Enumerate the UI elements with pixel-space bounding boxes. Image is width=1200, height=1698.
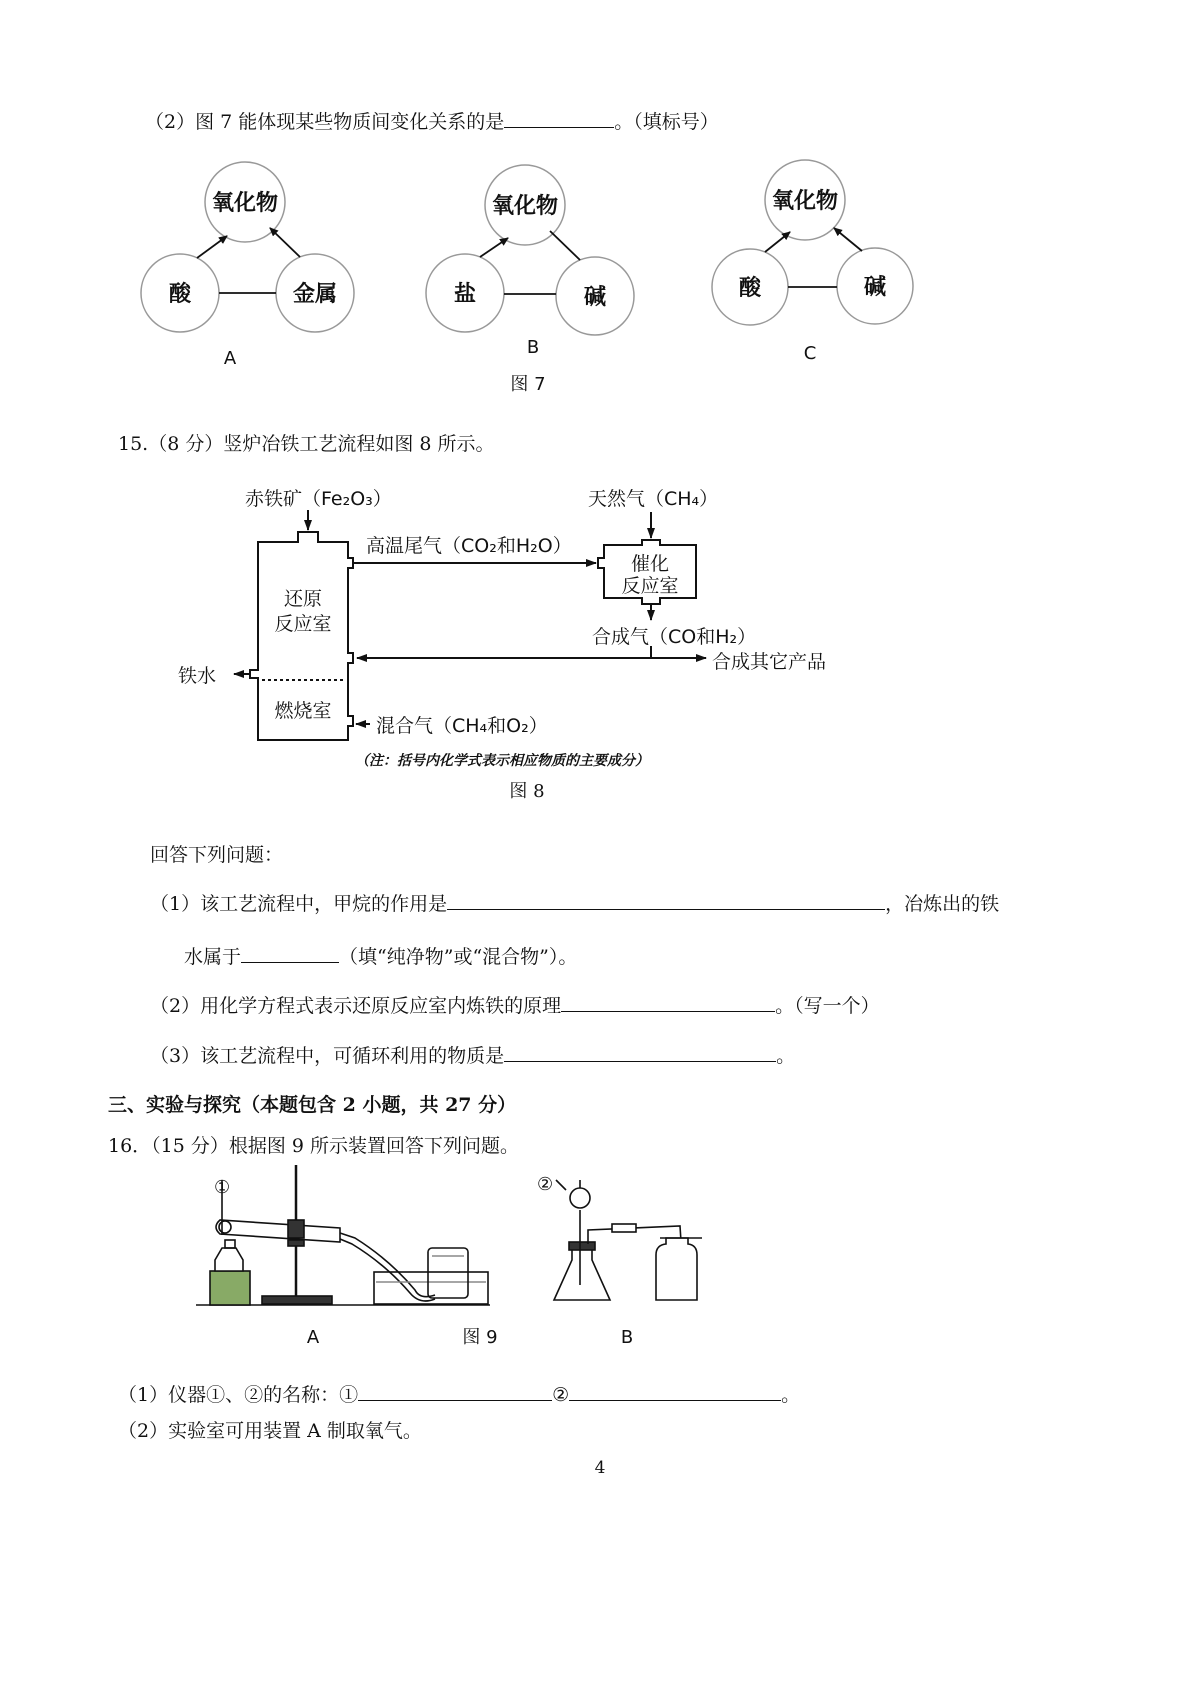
apparatus-b-label: B [620,1327,634,1348]
diagram-c-left: 酸 [738,276,762,301]
stand-base [262,1296,332,1304]
answer-blank-2[interactable] [569,1380,781,1401]
q15-part1-text: （1）该工艺流程中，甲烷的作用是 [150,893,448,915]
separatory-funnel [570,1188,590,1208]
q15-part2-tail: 。（写一个） [775,995,880,1017]
diagram-a-top: 氧化物 [211,191,279,216]
diagram-a-label: A [223,348,237,369]
tube-end [219,1221,231,1233]
q15-part3-tail: 。 [776,1045,796,1067]
answer-blank[interactable] [504,1041,776,1062]
diagram-c-arrow-right [834,228,862,251]
test-tube [216,1220,340,1242]
instrument-2-mark: ② [537,1174,554,1195]
ore-label: 赤铁矿（Fe₂O₃） [245,488,392,510]
clamp [288,1220,304,1238]
answer-blank[interactable] [447,889,885,910]
q16-part2: （2）实验室可用装置 A 制取氧气。 [118,1420,422,1442]
q15-header: 15.（8 分）竖炉冶铁工艺流程如图 8 所示。 [118,433,495,455]
diagram-c-right: 碱 [863,275,887,300]
figure-8-note: （注：括号内化学式表示相应物质的主要成分） [355,753,649,769]
answer-blank[interactable] [561,991,775,1012]
flask-stopper [569,1242,595,1250]
label-line-2 [556,1180,566,1190]
q16-part1-tail: 。 [781,1384,801,1406]
q16-part1 [118,1380,800,1407]
figure-9-caption: 图 9 [462,1327,498,1348]
lamp-wick [225,1240,235,1248]
diagram-b-left: 盐 [453,282,477,307]
apparatus-a-label: A [306,1327,320,1348]
figure-8-caption: 图 8 [509,781,545,802]
q14-part2-text: （2）图 7 能体现某些物质间变化关系的是 [145,111,505,133]
catalytic-label-2: 反应室 [621,575,679,597]
figure-7 [0,0,1200,400]
diagram-c-arrow-left [765,232,790,252]
diagram-c-label: C [803,343,817,364]
gas-label: 天然气（CH₄） [588,488,719,510]
q16-header: 16．（15 分）根据图 9 所示装置回答下列问题。 [108,1135,520,1157]
reduction-label-1: 还原 [283,588,323,610]
syngas-label: 合成气（CO和H₂） [592,626,757,648]
figure-8 [0,470,1200,810]
diagram-b-line-right [550,231,580,260]
diagram-b-arrow-left [480,238,508,257]
other-products-label: 合成其它产品 [712,651,827,673]
instrument-1-mark: ① [214,1177,231,1198]
q15-part3 [150,1041,795,1068]
catalytic-label-1: 催化 [630,553,670,575]
water-trough [374,1272,488,1304]
diagram-a-arrow-left [197,236,227,258]
mixed-gas-label: 混合气（CH₄和O₂） [376,715,548,737]
section-3-title: 三、实验与探究（本题包含 2 小题，共 27 分） [108,1094,517,1116]
q15-part1 [150,889,999,916]
conical-flask [554,1245,610,1300]
q15-part1-tail: ，冶炼出的铁 [885,893,1000,915]
diagram-b-label: B [526,337,540,358]
answer-blank[interactable] [241,942,339,963]
wood-block [210,1271,250,1305]
q15-intro: 回答下列问题： [150,844,284,866]
diagram-b-right: 碱 [583,285,607,310]
clamp-lower [288,1240,304,1246]
q16-part1-text: （1）仪器①、②的名称：① [118,1384,359,1406]
q15-part1-cont-text: 水属于 [184,946,242,968]
q15-part2-text: （2）用化学方程式表示还原反应室内炼铁的原理 [150,995,562,1017]
diagram-b-top: 氧化物 [491,194,559,219]
figure-7-caption: 图 7 [510,374,546,395]
q15-part1-cont [184,942,577,969]
reduction-label-2: 反应室 [274,613,332,635]
diagram-a-left: 酸 [168,282,192,307]
delivery-tube-2 [340,1239,435,1301]
combustion-label: 燃烧室 [274,700,332,722]
q14-part2-tail: 。（填标号） [614,111,719,133]
q15-part1-cont-tail: （填“纯净物”或“混合物”）。 [339,946,578,968]
answer-blank-1[interactable] [358,1380,552,1401]
q15-part3-text: （3）该工艺流程中，可循环利用的物质是 [150,1045,505,1067]
gas-bottle [656,1238,697,1300]
delivery-tube [340,1233,435,1297]
q16-part1-mark: ② [552,1384,570,1406]
rubber-tube [612,1224,636,1232]
figure-9 [0,1160,1200,1350]
alcohol-lamp [215,1248,243,1271]
tail-gas-label: 高温尾气（CO₂和H₂O） [366,535,572,557]
diagram-a-arrow-right [270,228,300,257]
diagram-c-top: 氧化物 [771,189,839,214]
diagram-a-right: 金属 [292,282,338,307]
iron-label: 铁水 [178,665,217,687]
page-number: 4 [594,1458,606,1478]
q15-part2 [150,991,880,1018]
